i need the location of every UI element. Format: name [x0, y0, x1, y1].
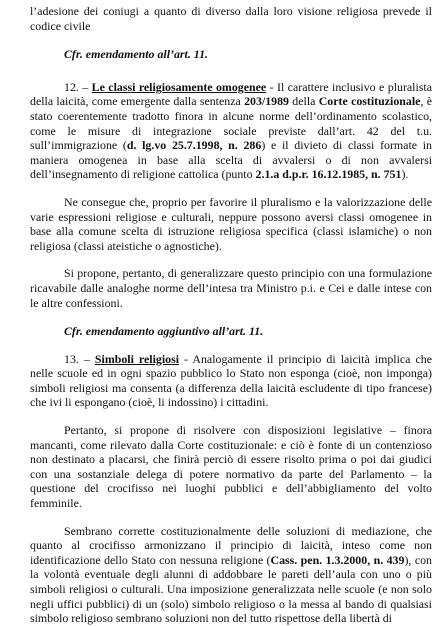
ref-dpr: 2.1.a d.p.r. 16.12.1985, n. 751 — [255, 167, 402, 182]
section-13-paragraph: 13. – Simboli religiosi - Analogamente il principio di laicità implica che nelle scuole ed in ogni spazio pubblico lo Stato non esponga (cioè, non imponga) simboli religiosi ma consenta (a differenza della laicità escludente di tipo francese) che ivi li espongano (cioè, li indossino) i cittadini. — [30, 351, 432, 410]
paragraph-pertanto: Pertanto, si propone di risolvere con disposizioni legislative – finora mancanti, come rilevato dalla Corte costituzionale: e ciò è fonte di un contenzioso non destinato a placarsi, che finirà perciò di essere risolto prima o poi dai giudici con una sostanziale delega di potere normativo da parte del Parlamento – la questione del crocifisso nei luoghi pubblici e dell’abbigliamento del volto femminile. — [30, 423, 432, 511]
paragraph-consegue: Ne consegue che, proprio per favorire il pluralismo e la valorizzazione delle varie espressioni religiose e culturali, neppure possono aversi classi omogenee in base alla comune scelta di istruzione religiosa specifica (classi islamiche) o non religiosa (classi ateistiche o agnostiche). — [30, 194, 432, 253]
section-12-paragraph: 12. – Le classi religiosamente omogenee - Il carattere inclusivo e pluralista della laicità, come emergente dalla sentenza 203/1989 della Corte costituzionale, è stato coerentemente tradotto finora in alcune norme dell’ordinamento scolastico, come le misure di integrazione sociale previste dall’art. 42 del t.u. sull’immigrazione (d. lg.vo 25.7.1998, n. 286) e il divieto di classi formate in maniera omogenea in base alla scelta di avvalersi o di non avvalersi dell’insegnamento di religione cattolica (punto 2.1.a d.p.r. 16.12.1985, n. 751). — [30, 79, 432, 182]
ref-decree: d. lg.vo 25.7.1998, n. 286 — [126, 138, 262, 153]
paragraph-fragment-top: l’adesione dei coniugi a quanto di diverso dalla loro visione religiosa prevede il codice civile — [30, 4, 432, 33]
cfr-amendment-art-11: Cfr. emendamento all’art. 11. — [64, 47, 209, 62]
section-12-title: Le classi religiosamente omogenee — [91, 79, 267, 94]
ref-cassazione: Cass. pen. 1.3.2000, n. 439 — [270, 552, 405, 567]
section-12-number: 12. – — [64, 79, 92, 94]
ref-sentence: 203/1989 — [244, 94, 289, 109]
ref-court: Corte costituzionale — [318, 94, 421, 109]
section-13-title: Simboli religiosi — [94, 351, 180, 366]
cfr-amendment-aggiuntivo-art-11: Cfr. emendamento aggiuntivo all’art. 11. — [64, 324, 264, 339]
paragraph-sembrano: Sembrano corrette costituzionalmente delle soluzioni di mediazione, che quanto al crocifisso armonizzano il principio di laicità, inteso come non identificazione dello Stato con nessuna religione (Cass. pen. 1.3.2000, n. 439), con la volontà eventuale degli alunni di addobbare le pareti dell’aula con uno o più simboli religiosi o culturali. Una imposizione generalizzata nelle scuole (e non solo negli uffici pubblici) di un (solo) simbolo religioso o la messa al bando di qualsiasi simbolo religioso sembrano soluzioni non del tutto rispettose della libertà di — [30, 523, 432, 626]
section-13-number: 13. – — [64, 351, 95, 366]
paragraph-propone: Si propone, pertanto, di generalizzare questo principio con una formulazione ricavabile dalle analoghe norme dell’intesa tra Ministro p.i. e Cei e dalle intese con le altre confessioni. — [30, 266, 432, 310]
